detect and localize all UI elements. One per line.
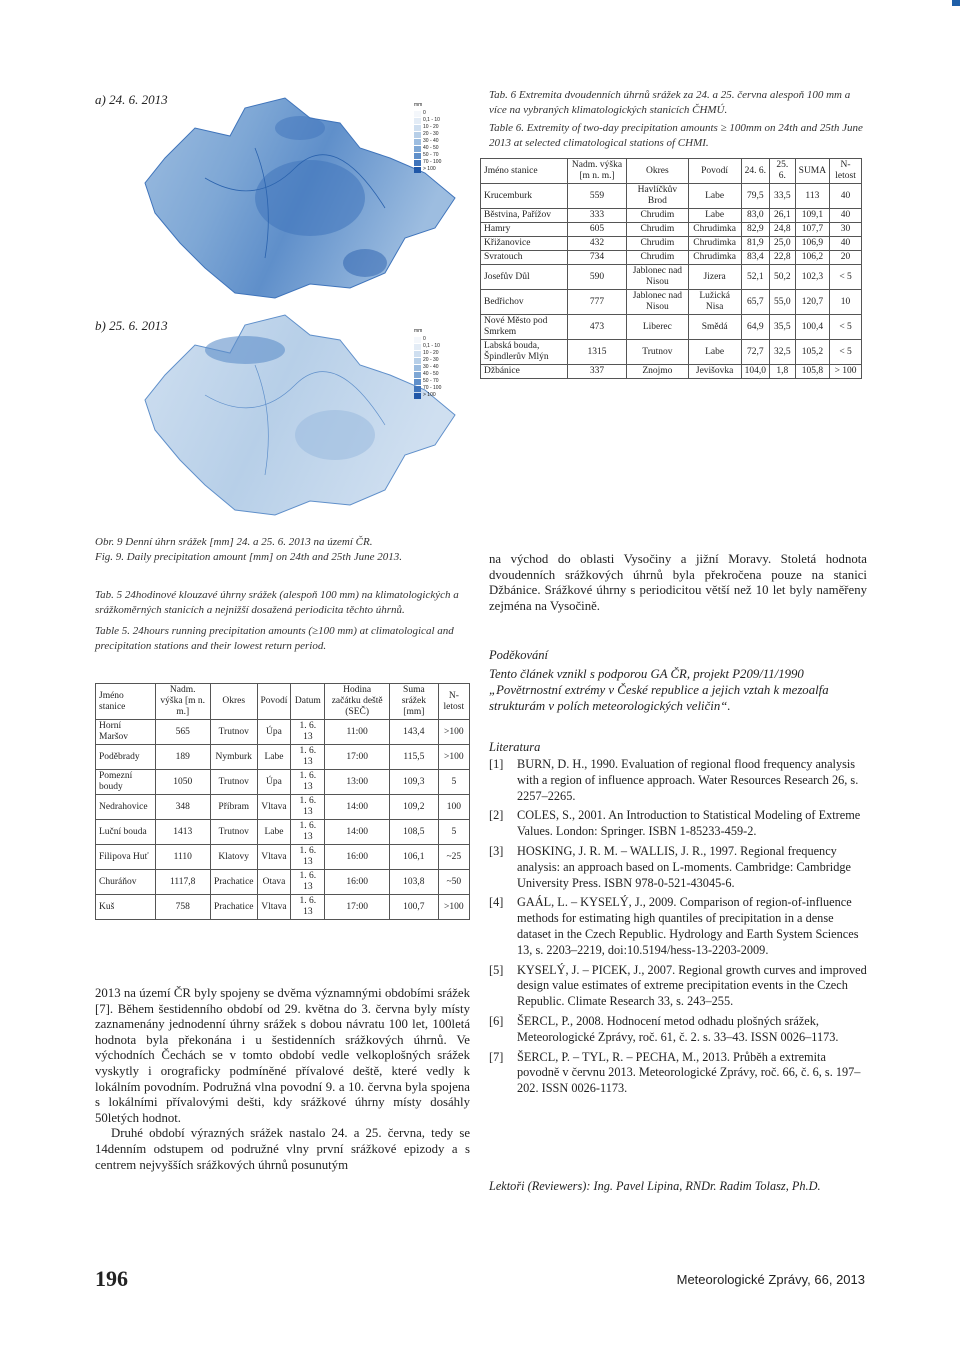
legend-entry [414, 110, 441, 117]
table-cell: 22,8 [770, 251, 796, 265]
table-cell: 189 [155, 745, 210, 770]
table-cell: 14:00 [325, 820, 390, 845]
legend-swatch [414, 153, 421, 159]
legend-unit: mm [414, 328, 423, 334]
table-cell: < 5 [830, 340, 862, 365]
table-cell: Chrudimka [688, 251, 741, 265]
table-cell: >100 [438, 720, 469, 745]
table-cell: 109,2 [390, 795, 439, 820]
table-6-column-header: Jméno stanice [481, 159, 568, 184]
table-row [481, 265, 862, 290]
legend-swatch [414, 393, 421, 399]
acknowledgement-title: Poděkování [489, 648, 549, 662]
legend-entry [414, 152, 441, 159]
table-cell: 605 [567, 223, 626, 237]
table-cell: 1. 6. 13 [291, 745, 325, 770]
legend-swatch [414, 132, 421, 138]
table-row [481, 237, 862, 251]
table-cell: 108,5 [390, 820, 439, 845]
table-cell: 473 [567, 315, 626, 340]
table-row [96, 820, 470, 845]
reference-item [489, 895, 867, 958]
reference-number: [6] [489, 1013, 504, 1028]
table-row [481, 340, 862, 365]
legend-swatch [414, 344, 421, 350]
table-cell: 26,1 [770, 209, 796, 223]
legend-entry [414, 350, 441, 357]
reference-text: GAÁL, L. – KYSELÝ, J., 2009. Comparison of region-of-influence methods for estimating high quantiles of precipitation in a dense dataset in the Czech Republic. Hydrology and Earth System Sciences 13, s. 2203–2219, doi:10.5194/hess-13-2203-2009. [517, 895, 859, 957]
table-6-column-header: Okres [627, 159, 688, 184]
legend-swatch [414, 358, 421, 364]
table-cell: Trutnov [627, 340, 688, 365]
legend-entry [414, 166, 441, 173]
paragraph: 2013 na území ČR byly spojeny se dvěma významnými obdobími srážek [7]. Během šestidenního období od 29. května do 3. června byly místy zaznamenány jednodenní úhrny srážek s dobou návratu 100 let, 100letá hodnota byla překonána i u šestidenních srážkových úhrnů. Ve východních Čechách se v tomto období vedle velkoplošných srážek vyskytly i orograficky podmíněné přívalové deště, které vedly k lokálním povodním. Podružná vlna povodní 9. a 10. června byla spojena s lokálními přívalovými dešti, kdy srážkové úhrny místy dosáhly 50letých hodnot. [95, 986, 470, 1125]
table-cell: 1. 6. 13 [291, 870, 325, 895]
table-cell: 333 [567, 209, 626, 223]
table-cell: 55,0 [770, 290, 796, 315]
tab6-caption-en: Table 6. Extremity of two-day precipitation amounts ≥ 100mm on 24th and 25th June 2013 at selected climatological stations of CHMI. [489, 122, 863, 149]
table-5-column-header: Jméno stanice [96, 684, 156, 720]
legend-swatch [414, 160, 421, 166]
table-row [96, 895, 470, 920]
reference-number: [1] [489, 757, 504, 771]
table-cell: 1110 [155, 845, 210, 870]
table-6-column-header: 24. 6. [741, 159, 769, 184]
legend-entry [414, 138, 441, 145]
table-cell: 106,1 [390, 845, 439, 870]
table-cell: Labe [688, 209, 741, 223]
table-5 [95, 683, 470, 920]
table-cell: 24,8 [770, 223, 796, 237]
reference-item [489, 963, 867, 1010]
table-cell: 105,8 [795, 365, 829, 379]
table-cell: 11:00 [325, 720, 390, 745]
table-cell: 1. 6. 13 [291, 770, 325, 795]
table-cell: >100 [438, 745, 469, 770]
table-cell: Úpa [257, 720, 291, 745]
table-cell: Josefův Důl [481, 265, 568, 290]
table-cell: 115,5 [390, 745, 439, 770]
table-cell: Svratouch [481, 251, 568, 265]
table-row [96, 720, 470, 745]
table-cell: 81,9 [741, 237, 769, 251]
table-cell: >100 [438, 895, 469, 920]
table-cell: Krucemburk [481, 184, 568, 209]
table-cell: 1. 6. 13 [291, 795, 325, 820]
table-cell: 52,1 [741, 265, 769, 290]
table-cell: 559 [567, 184, 626, 209]
table-cell: 143,4 [390, 720, 439, 745]
table-cell: 40 [830, 209, 862, 223]
table-cell: ~25 [438, 845, 469, 870]
table-cell: Jevišovka [688, 365, 741, 379]
left-body-text [95, 986, 470, 1173]
table-cell: 337 [567, 365, 626, 379]
table-cell: Lužická Nisa [688, 290, 741, 315]
table-cell: 5 [438, 770, 469, 795]
reference-item [489, 844, 867, 891]
legend-label: 40 - 50 [423, 145, 439, 151]
table-cell: Trutnov [210, 720, 257, 745]
legend-entry [414, 392, 441, 399]
tab5-caption [95, 588, 475, 654]
table-cell: Labe [257, 745, 291, 770]
table-5-column-header: N-letost [438, 684, 469, 720]
table-cell: 82,9 [741, 223, 769, 237]
table-cell: 72,7 [741, 340, 769, 365]
table-cell: 17:00 [325, 745, 390, 770]
table-cell: 106,2 [795, 251, 829, 265]
reviewers: Lektoři (Reviewers): Ing. Pavel Lipina, RNDr. Radim Tolasz, Ph.D. [489, 1179, 821, 1193]
legend-swatch [414, 139, 421, 145]
table-cell: Labe [257, 820, 291, 845]
table-cell: Vltava [257, 845, 291, 870]
table-cell: 590 [567, 265, 626, 290]
legend-entry [414, 371, 441, 378]
table-5-column-header: Hodina začátku deště (SEČ) [325, 684, 390, 720]
legend-swatch [414, 167, 421, 173]
table-5-header [96, 684, 470, 720]
table-cell: Chrudim [627, 237, 688, 251]
paragraph: Druhé období výrazných srážek nastalo 24. a 25. června, tedy se 14denním odstupem od podružné vlny první srážkové epizody a s centrem nejvyšších srážkových úhrnů posunutým [95, 1126, 470, 1172]
table-cell: 103,8 [390, 870, 439, 895]
tab6-caption [489, 88, 867, 151]
table-cell: 5 [438, 820, 469, 845]
table-cell: 83,4 [741, 251, 769, 265]
page-number: 196 [95, 1266, 128, 1291]
table-cell: Znojmo [627, 365, 688, 379]
legend-entry [414, 159, 441, 166]
reference-number: [4] [489, 895, 504, 910]
table-cell: 104,0 [741, 365, 769, 379]
legend-entry [414, 117, 441, 124]
table-6-column-header: SUMA [795, 159, 829, 184]
reference-number: [5] [489, 962, 504, 977]
map-a-label: a) 24. 6. 2013 [95, 92, 168, 107]
table-cell: 106,9 [795, 237, 829, 251]
legend-unit: mm [414, 102, 423, 108]
table-cell: 25,0 [770, 237, 796, 251]
reference-text: COLES, S., 2001. An Introduction to Statistical Modeling of Extreme Values. London: Springer. ISBN 1-85233-459-2. [517, 808, 861, 839]
table-cell: Džbánice [481, 365, 568, 379]
table-cell: 40 [830, 184, 862, 209]
table-cell: 50,2 [770, 265, 796, 290]
reference-text: BURN, D. H., 1990. Evaluation of regional flood frequency analysis with a region of influence approach. Water Resources Research 26, s. 2257–2265. [517, 757, 859, 803]
table-cell: Vltava [257, 795, 291, 820]
table-cell: Úpa [257, 770, 291, 795]
table-cell: 1413 [155, 820, 210, 845]
table-6-header [481, 159, 862, 184]
table-cell: Labe [688, 184, 741, 209]
legend-label: 20 - 30 [423, 357, 439, 363]
table-cell: Filipova Huť [96, 845, 156, 870]
table-5-column-header: Suma srážek [mm] [390, 684, 439, 720]
table-row [481, 290, 862, 315]
table-row [481, 184, 862, 209]
table-cell: 13:00 [325, 770, 390, 795]
table-cell: 348 [155, 795, 210, 820]
fig9-caption-cz: Obr. 9 Denní úhrn srážek [mm] 24. a 25. 6. 2013 na území ČR. [95, 536, 373, 548]
legend-swatch [414, 351, 421, 357]
table-cell: 35,5 [770, 315, 796, 340]
legend-entry [414, 145, 441, 152]
table-row [481, 315, 862, 340]
table-cell: 40 [830, 237, 862, 251]
table-row [481, 365, 862, 379]
table-cell: Hamry [481, 223, 568, 237]
tab5-caption-cz: Tab. 5 24hodinové klouzavé úhrny srážek (alespoň 100 mm) na klimatologických a srážkoměrných stanicích a nejnižší dosažená periodicita těchto úhrnů. [95, 589, 459, 616]
reference-list [489, 757, 867, 1101]
table-cell: 120,7 [795, 290, 829, 315]
table-cell: 17:00 [325, 895, 390, 920]
fig9-caption-en: Fig. 9. Daily precipitation amount [mm] on 24th and 25th June 2013. [95, 551, 402, 563]
reference-text: HOSKING, J. R. M. – WALLIS, J. R., 1997. Regional frequency analysis: an approach based on L-moments. Cambridge: Cambridge University Press. ISBN 978-0-521-43045-6. [517, 843, 851, 890]
table-cell: Poděbrady [96, 745, 156, 770]
table-cell: 30 [830, 223, 862, 237]
table-row [96, 770, 470, 795]
reference-number: [3] [489, 843, 504, 858]
legend-label: 0 [423, 110, 426, 116]
legend-label: 70 - 100 [423, 385, 442, 391]
legend-entry [414, 357, 441, 364]
table-cell: Trutnov [210, 770, 257, 795]
table-cell: 16:00 [325, 870, 390, 895]
table-cell: < 5 [830, 265, 862, 290]
table-cell: Nymburk [210, 745, 257, 770]
journal-footer: Meteorologické Zprávy, 66, 2013 [676, 1272, 865, 1287]
reference-item [489, 1050, 867, 1097]
legend-label: 10 - 20 [423, 124, 439, 130]
reference-item [489, 1014, 867, 1046]
table-cell: Otava [257, 870, 291, 895]
table-cell: Klatovy [210, 845, 257, 870]
fig9-caption [95, 535, 475, 565]
table-cell: Chrudimka [688, 223, 741, 237]
reference-text: KYSELÝ, J. – PICEK, J., 2007. Regional growth curves and improved design value estimates of extreme precipitation events in the Czech Republic. Climate Research 33, s. 243–255. [517, 962, 867, 1009]
page-corner-mark [952, 0, 960, 6]
table-cell: 10 [830, 290, 862, 315]
reference-number: [2] [489, 808, 504, 823]
table-cell: 14:00 [325, 795, 390, 820]
table-cell: Pomezní boudy [96, 770, 156, 795]
table-cell: 1117,8 [155, 870, 210, 895]
map-b-label: b) 25. 6. 2013 [95, 318, 168, 333]
legend-label: 20 - 30 [423, 131, 439, 137]
table-cell: Prachatice [210, 870, 257, 895]
table-cell: 565 [155, 720, 210, 745]
table-row [481, 251, 862, 265]
table-cell: Kuš [96, 895, 156, 920]
table-cell: 1050 [155, 770, 210, 795]
tab6-caption-cz: Tab. 6 Extremita dvoudenních úhrnů srážek za 24. a 25. června alespoň 100 mm a více na vybraných klimatologických stanicích ČHMÚ. [489, 89, 851, 116]
table-cell: 16:00 [325, 845, 390, 870]
table-row [96, 795, 470, 820]
table-cell: Nové Město pod Smrkem [481, 315, 568, 340]
legend-label: 50 - 70 [423, 152, 439, 158]
legend-entry [414, 364, 441, 371]
tab5-caption-en: Table 5. 24hours running precipitation amounts (≥100 mm) at climatological and precipitation stations and their lowest return period. [95, 625, 454, 652]
table-cell: 107,7 [795, 223, 829, 237]
table-cell: Horní Maršov [96, 720, 156, 745]
table-5-column-header: Povodí [257, 684, 291, 720]
table-cell: Vltava [257, 895, 291, 920]
table-cell: 20 [830, 251, 862, 265]
table-cell: 1. 6. 13 [291, 820, 325, 845]
legend-label: 0 [423, 336, 426, 342]
table-cell: 113 [795, 184, 829, 209]
table-cell: Jizera [688, 265, 741, 290]
paragraph: na východ do oblasti Vysočiny a jižní Moravy. Stoletá hodnota dvoudenních srážkových úhrnů byla překročena pouze na stanici Džbánice. Srážkové úhrny s periodicitou větší než 10 let byly naměřeny zejména na Vysočině. [489, 552, 867, 613]
table-cell: Jablonec nad Nisou [627, 290, 688, 315]
table-cell: Trutnov [210, 820, 257, 845]
literature-title: Literatura [489, 740, 541, 754]
table-cell: 1. 6. 13 [291, 845, 325, 870]
table-cell: 100,4 [795, 315, 829, 340]
map-b-legend [414, 328, 441, 399]
table-row [481, 209, 862, 223]
table-row [481, 223, 862, 237]
table-cell: Smědá [688, 315, 741, 340]
legend-swatch [414, 365, 421, 371]
table-row [96, 845, 470, 870]
table-6-column-header: 25. 6. [770, 159, 796, 184]
table-cell: 1. 6. 13 [291, 720, 325, 745]
table-cell: 100 [438, 795, 469, 820]
reference-item [489, 808, 867, 840]
table-cell: Chrudimka [688, 237, 741, 251]
table-cell: Luční bouda [96, 820, 156, 845]
legend-label: 40 - 50 [423, 371, 439, 377]
legend-swatch [414, 379, 421, 385]
map-a-legend [414, 102, 441, 173]
table-6-column-header: Nadm. výška [m n. m.] [567, 159, 626, 184]
table-cell: 432 [567, 237, 626, 251]
table-row [96, 870, 470, 895]
table-cell: Chrudim [627, 223, 688, 237]
table-cell: 79,5 [741, 184, 769, 209]
table-row [96, 745, 470, 770]
table-cell: 758 [155, 895, 210, 920]
acknowledgement-text: Tento článek vznikl s podporou GA ČR, projekt P209/11/1990 „Povětrnostní extrémy v České republice a jejich vztah k mezoalfa strukturám v polích meteorologických veličin“. [489, 667, 829, 713]
table-cell: Příbram [210, 795, 257, 820]
legend-label: 50 - 70 [423, 378, 439, 384]
right-body-text [489, 552, 867, 614]
table-cell: 1315 [567, 340, 626, 365]
table-cell: 1. 6. 13 [291, 895, 325, 920]
table-cell: Běstvina, Pařížov [481, 209, 568, 223]
legend-swatch [414, 386, 421, 392]
reference-number: [7] [489, 1049, 504, 1064]
legend-swatch [414, 111, 421, 117]
table-cell: 105,2 [795, 340, 829, 365]
legend-label: 0,1 - 10 [423, 117, 440, 123]
table-6-column-header: N-letost [830, 159, 862, 184]
table-5-column-header: Okres [210, 684, 257, 720]
table-cell: Prachatice [210, 895, 257, 920]
table-6 [480, 158, 862, 379]
table-cell: 734 [567, 251, 626, 265]
legend-label: 30 - 40 [423, 138, 439, 144]
legend-swatch [414, 337, 421, 343]
reference-text: ŠERCL, P. – TYL, R. – PECHA, M., 2013. Průběh a extremita povodně v červnu 2013. Meteorologické Zprávy, roč. 66, č. 6, s. 197–202. ISSN 0026-1173. [517, 1049, 861, 1096]
legend-swatch [414, 118, 421, 124]
table-cell: Chrudim [627, 251, 688, 265]
table-cell: 1,8 [770, 365, 796, 379]
legend-entry [414, 124, 441, 131]
table-cell: 100,7 [390, 895, 439, 920]
table-cell: > 100 [830, 365, 862, 379]
legend-label: 30 - 40 [423, 364, 439, 370]
legend-entry [414, 378, 441, 385]
table-cell: Havlíčkův Brod [627, 184, 688, 209]
legend-entry [414, 343, 441, 350]
reference-text: ŠERCL, P., 2008. Hodnocení metod odhadu plošných srážek, Meteorologické Zprávy, roč. 61, č. 2. s. 33–43. ISSN 0026–1173. [517, 1013, 839, 1044]
legend-label: > 100 [423, 392, 436, 398]
table-cell: Křižanovice [481, 237, 568, 251]
table-cell: Liberec [627, 315, 688, 340]
table-cell: Jablonec nad Nisou [627, 265, 688, 290]
legend-entry [414, 131, 441, 138]
table-cell: 109,3 [390, 770, 439, 795]
table-cell: ~50 [438, 870, 469, 895]
legend-label: 10 - 20 [423, 350, 439, 356]
legend-swatch [414, 146, 421, 152]
reference-item [489, 757, 867, 804]
legend-label: 70 - 100 [423, 159, 442, 165]
table-cell: Bedřichov [481, 290, 568, 315]
legend-swatch [414, 125, 421, 131]
legend-label: > 100 [423, 166, 436, 172]
table-cell: 109,1 [795, 209, 829, 223]
legend-entry [414, 385, 441, 392]
legend-label: 0,1 - 10 [423, 343, 440, 349]
table-cell: < 5 [830, 315, 862, 340]
table-cell: Nedrahovice [96, 795, 156, 820]
table-cell: 102,3 [795, 265, 829, 290]
table-cell: Chrudim [627, 209, 688, 223]
legend-entry [414, 336, 441, 343]
table-cell: 777 [567, 290, 626, 315]
table-cell: Labská bouda, Špindlerův Mlýn [481, 340, 568, 365]
table-cell: 83,0 [741, 209, 769, 223]
table-cell: Churáňov [96, 870, 156, 895]
table-cell: 33,5 [770, 184, 796, 209]
table-cell: 65,7 [741, 290, 769, 315]
table-cell: Labe [688, 340, 741, 365]
legend-swatch [414, 372, 421, 378]
table-cell: 64,9 [741, 315, 769, 340]
table-6-column-header: Povodí [688, 159, 741, 184]
table-5-column-header: Nadm. výška [m n. m.] [155, 684, 210, 720]
table-cell: 32,5 [770, 340, 796, 365]
table-5-column-header: Datum [291, 684, 325, 720]
